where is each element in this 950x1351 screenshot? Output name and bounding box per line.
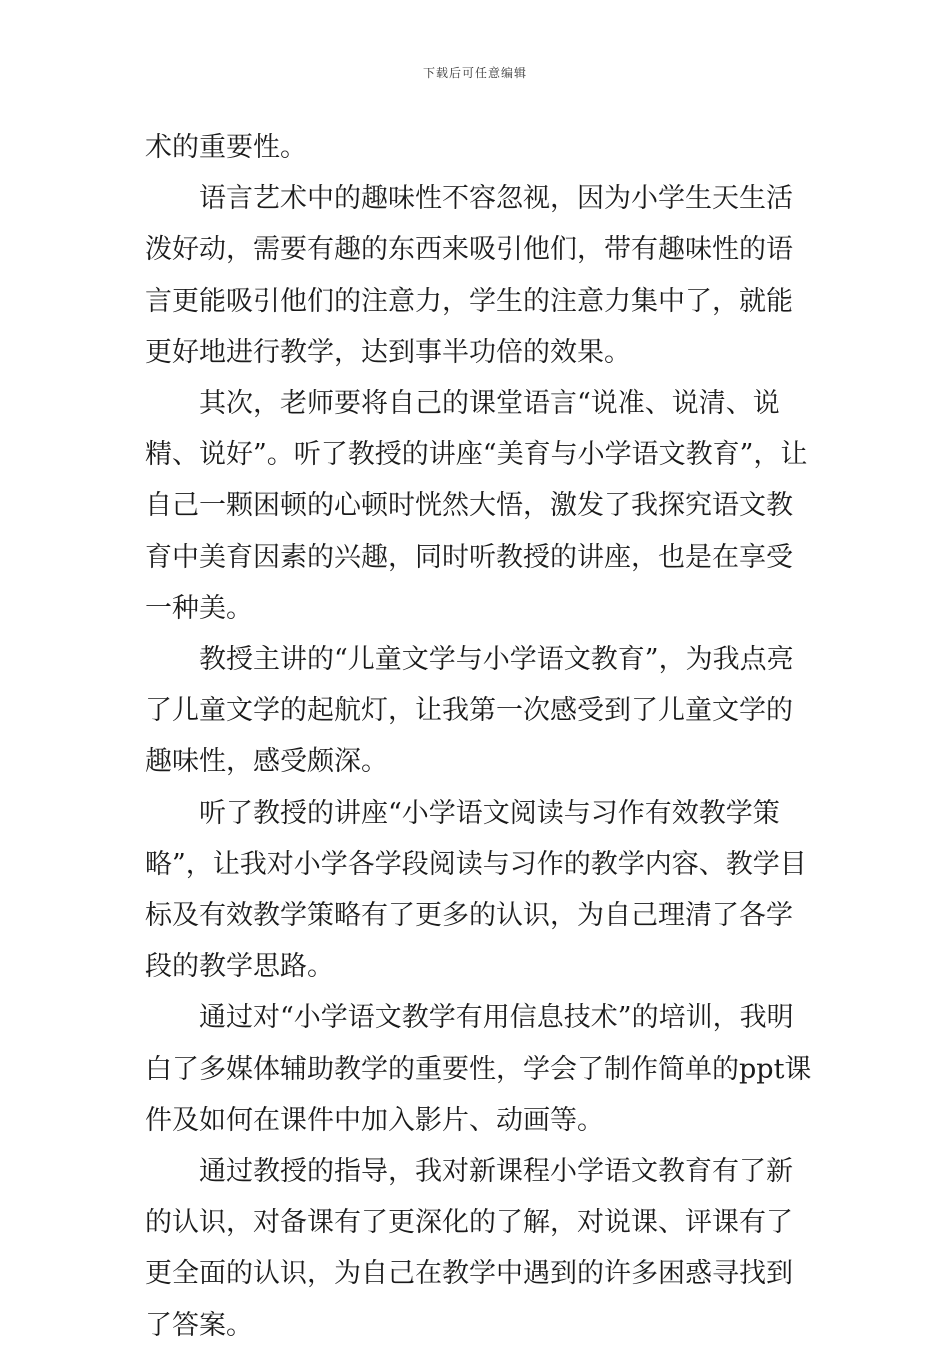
paragraph-2: 语言艺术中的趣味性不容忽视，因为小学生天生活泼好动，需要有趣的东西来吸引他们，带有趣味性的语言更能吸引他们的注意力，学生的注意力集中了，就能更好地进行教学，达到事半功倍的效果。 <box>145 183 793 368</box>
paragraph-6: 通过对“小学语文教学有用信息技术”的培训，我明白了多媒体辅助教学的重要性，学会了制作简单的ppt课件及如何在课件中加入影片、动画等。 <box>145 1002 812 1136</box>
paragraph-5: 听了教授的讲座“小学语文阅读与习作有效教学策略”，让我对小学各学段阅读与习作的教学内容、教学目标及有效教学策略有了更多的认识，为自己理清了各学段的教学思路。 <box>145 797 807 983</box>
paragraph-7: 通过教授的指导，我对新课程小学语文教育有了新的认识，对备课有了更深化的了解，对说课、评课有了更全面的认识，为自己在教学中遇到的许多困惑寻找到了答案。 <box>145 1156 793 1341</box>
page-header: 下载后可任意编辑 <box>422 66 527 80</box>
body-text <box>145 122 815 1351</box>
paragraph-3: 其次，老师要将自己的课堂语言“说准、说清、说精、说好”。听了教授的讲座“美育与小学语文教育”，让自己一颗困顿的心顿时恍然大悟，激发了我探究语文教育中美育因素的兴趣，同时听教授的讲座，也是在享受一种美。 <box>145 388 808 624</box>
paragraph-4: 教授主讲的“儿童文学与小学语文教育”，为我点亮了儿童文学的起航灯，让我第一次感受到了儿童文学的趣味性，感受颇深。 <box>145 644 794 778</box>
paragraph-1: 术的重要性。 <box>145 132 307 163</box>
